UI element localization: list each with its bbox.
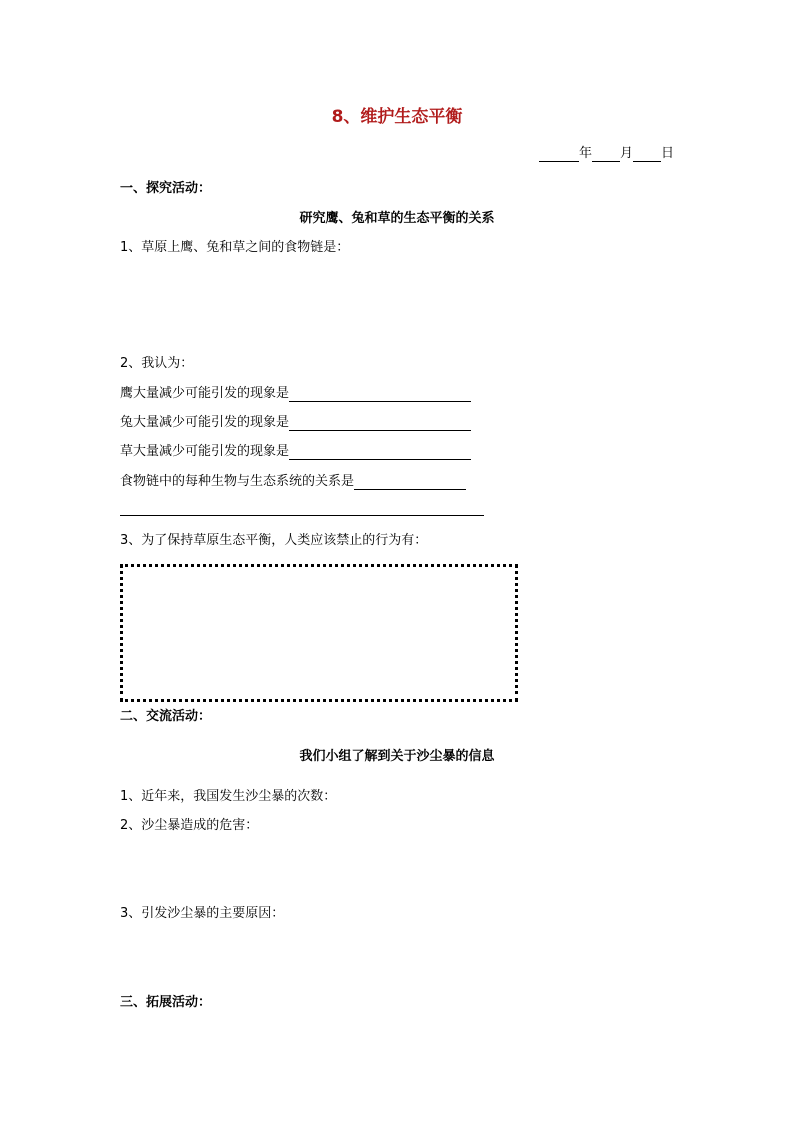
year-label: 年 [578, 146, 592, 161]
fill-line-label: 食物链中的每种生物与生态系统的关系是 [120, 474, 355, 489]
year-blank[interactable] [539, 147, 579, 162]
section-subtitle-explore: 研究鹰、兔和草的生态平衡的关系 [299, 211, 495, 226]
fill-line-label: 鹰大量减少可能引发的现象是 [120, 386, 290, 401]
fill-line-rabbit [120, 415, 471, 431]
answer-blank[interactable] [289, 445, 471, 460]
question-sandstorm-cause: 3、引发沙尘暴的主要原因： [120, 906, 285, 921]
question-food-chain: 1、草原上鹰、兔和草之间的食物链是： [120, 240, 350, 255]
date-line [539, 146, 674, 162]
answer-line-continued[interactable] [120, 515, 484, 516]
section-subtitle-exchange: 我们小组了解到关于沙尘暴的信息 [299, 749, 495, 764]
fill-line-label: 草大量减少可能引发的现象是 [120, 444, 290, 459]
day-blank[interactable] [633, 147, 661, 162]
answer-blank[interactable] [289, 416, 471, 431]
fill-line-label: 兔大量减少可能引发的现象是 [120, 415, 290, 430]
fill-line-relation [120, 474, 466, 490]
question-prohibited-behaviors: 3、为了保持草原生态平衡，人类应该禁止的行为有： [120, 533, 428, 548]
section-heading-exchange: 二、交流活动： [120, 709, 212, 724]
page-title: 8、维护生态平衡 [331, 107, 463, 127]
month-blank[interactable] [592, 147, 620, 162]
answer-box-dotted[interactable] [120, 564, 518, 702]
answer-blank[interactable] [289, 387, 471, 402]
question-sandstorm-harm: 2、沙尘暴造成的危害： [120, 818, 259, 833]
fill-line-eagle [120, 386, 471, 402]
section-heading-extension: 三、拓展活动： [120, 995, 212, 1010]
fill-line-grass [120, 444, 471, 460]
answer-blank[interactable] [354, 475, 466, 490]
month-label: 月 [619, 146, 633, 161]
section-heading-explore: 一、探究活动： [120, 181, 212, 196]
question-sandstorm-count: 1、近年来，我国发生沙尘暴的次数： [120, 789, 337, 804]
day-label: 日 [660, 146, 674, 161]
question-i-think: 2、我认为： [120, 356, 194, 371]
